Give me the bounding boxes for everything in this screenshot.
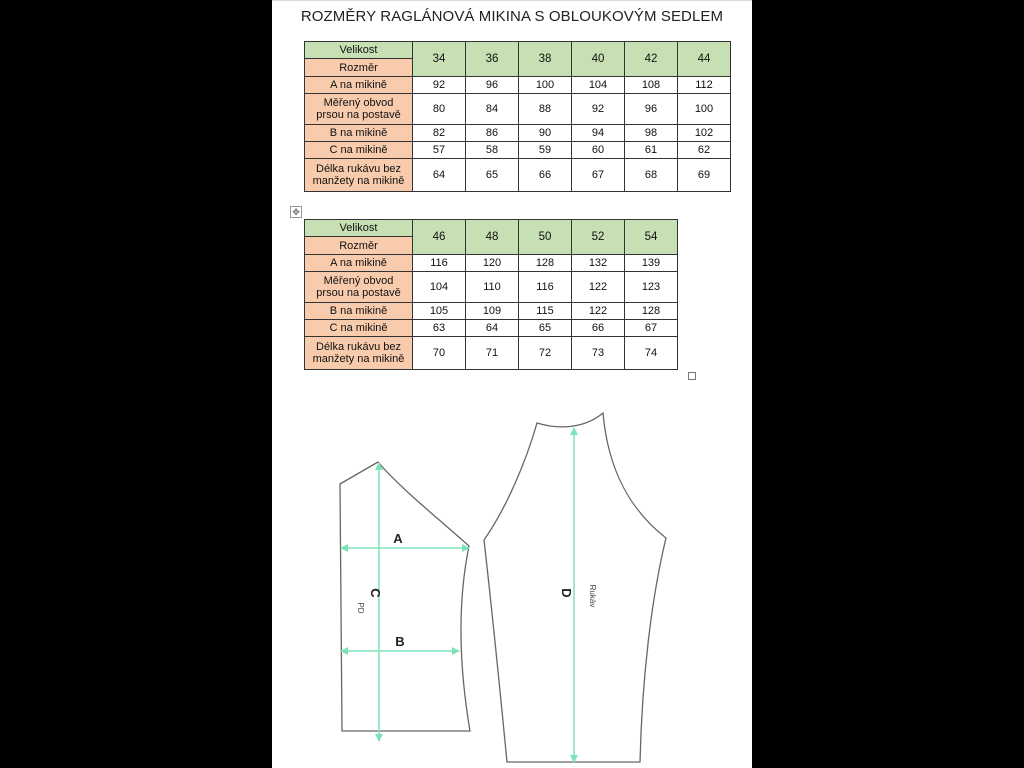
table-cell: 116 <box>413 255 466 272</box>
row-label-line: prsou na postavě <box>316 287 401 299</box>
table-cell: 58 <box>466 142 519 159</box>
table-cell: 64 <box>413 159 466 192</box>
size-header: 38 <box>519 42 572 77</box>
table-cell: 61 <box>625 142 678 159</box>
table-row <box>305 303 678 320</box>
size-header: 42 <box>625 42 678 77</box>
label-a: A <box>393 531 403 546</box>
size-header: 40 <box>572 42 625 77</box>
table-cell: 65 <box>519 320 572 337</box>
size-table-2 <box>304 219 678 370</box>
size-header: 54 <box>625 220 678 255</box>
row-label-line: Měřený obvod <box>323 275 394 287</box>
header-label-size: Velikost <box>305 220 413 237</box>
page-top-border <box>272 0 752 1</box>
size-header: 36 <box>466 42 519 77</box>
table-row <box>305 94 731 125</box>
table-row <box>305 272 678 303</box>
table-cell: 60 <box>572 142 625 159</box>
table-move-handle-icon[interactable]: ✥ <box>290 206 302 218</box>
table-cell: 66 <box>519 159 572 192</box>
table-cell: 86 <box>466 125 519 142</box>
sleeve-outline <box>484 413 666 762</box>
table-cell: 82 <box>413 125 466 142</box>
table-cell: 92 <box>413 77 466 94</box>
label-b: B <box>395 634 405 649</box>
row-label-line: Délka rukávu bez <box>316 163 401 175</box>
row-label-line: manžety na mikině <box>312 175 405 187</box>
table-resize-handle[interactable] <box>688 372 696 380</box>
table-cell: 72 <box>519 337 572 370</box>
table-cell: 122 <box>572 303 625 320</box>
row-label <box>305 337 413 370</box>
table-cell: 139 <box>625 255 678 272</box>
row-label-line: manžety na mikině <box>312 353 405 365</box>
table-cell: 80 <box>413 94 466 125</box>
size-header: 46 <box>413 220 466 255</box>
size-header: 52 <box>572 220 625 255</box>
table-cell: 63 <box>413 320 466 337</box>
table-row <box>305 337 678 370</box>
table-cell: 116 <box>519 272 572 303</box>
table-row <box>305 255 678 272</box>
table-cell: 62 <box>678 142 731 159</box>
row-label: B na mikině <box>305 125 413 142</box>
label-d: D <box>559 588 574 598</box>
size-header: 44 <box>678 42 731 77</box>
table-cell: 100 <box>678 94 731 125</box>
table-cell: 70 <box>413 337 466 370</box>
size-table-1 <box>304 41 731 192</box>
row-label-line: prsou na postavě <box>316 109 401 121</box>
front-piece-outline <box>340 462 470 731</box>
table-cell: 69 <box>678 159 731 192</box>
table-cell: 67 <box>625 320 678 337</box>
header-label-measure: Rozměr <box>305 59 413 77</box>
table-cell: 128 <box>519 255 572 272</box>
table-cell: 98 <box>625 125 678 142</box>
size-header: 34 <box>413 42 466 77</box>
table-cell: 115 <box>519 303 572 320</box>
table-cell: 96 <box>466 77 519 94</box>
table-row <box>305 159 731 192</box>
table-cell: 67 <box>572 159 625 192</box>
header-label-size: Velikost <box>305 42 413 59</box>
table-cell: 92 <box>572 94 625 125</box>
table-cell: 68 <box>625 159 678 192</box>
table-cell: 59 <box>519 142 572 159</box>
table-cell: 123 <box>625 272 678 303</box>
table-cell: 88 <box>519 94 572 125</box>
row-label: A na mikině <box>305 77 413 94</box>
table-cell: 96 <box>625 94 678 125</box>
document-page <box>272 0 752 768</box>
table-cell: 65 <box>466 159 519 192</box>
table-cell: 122 <box>572 272 625 303</box>
row-label <box>305 159 413 192</box>
row-label: C na mikině <box>305 142 413 159</box>
row-label-line: Délka rukávu bez <box>316 341 401 353</box>
size-header: 50 <box>519 220 572 255</box>
table-cell: 112 <box>678 77 731 94</box>
table-cell: 73 <box>572 337 625 370</box>
row-label <box>305 94 413 125</box>
page-title: ROZMĚRY RAGLÁNOVÁ MIKINA S OBLOUKOVÝM SEDLEM <box>300 8 724 25</box>
table-row <box>305 320 678 337</box>
table-cell: 74 <box>625 337 678 370</box>
table-cell: 90 <box>519 125 572 142</box>
table-cell: 57 <box>413 142 466 159</box>
table-row <box>305 77 731 94</box>
table-cell: 100 <box>519 77 572 94</box>
front-piece-text: PD <box>356 602 365 614</box>
table-cell: 120 <box>466 255 519 272</box>
table-cell: 102 <box>678 125 731 142</box>
table-cell: 104 <box>572 77 625 94</box>
table-cell: 64 <box>466 320 519 337</box>
table-cell: 132 <box>572 255 625 272</box>
table-cell: 104 <box>413 272 466 303</box>
pattern-diagram <box>272 395 752 768</box>
size-header: 48 <box>466 220 519 255</box>
table-cell: 108 <box>625 77 678 94</box>
table-cell: 66 <box>572 320 625 337</box>
table-row <box>305 142 731 159</box>
row-label: C na mikině <box>305 320 413 337</box>
table-cell: 128 <box>625 303 678 320</box>
row-label-line: Měřený obvod <box>323 97 394 109</box>
row-label: A na mikině <box>305 255 413 272</box>
table-cell: 71 <box>466 337 519 370</box>
sleeve-piece-text: Rukáv <box>588 584 597 608</box>
table-cell: 84 <box>466 94 519 125</box>
table-cell: 105 <box>413 303 466 320</box>
table-cell: 109 <box>466 303 519 320</box>
row-label <box>305 272 413 303</box>
table-row <box>305 125 731 142</box>
header-label-measure: Rozměr <box>305 237 413 255</box>
label-c: C <box>368 588 383 598</box>
row-label: B na mikině <box>305 303 413 320</box>
table-cell: 94 <box>572 125 625 142</box>
table-cell: 110 <box>466 272 519 303</box>
